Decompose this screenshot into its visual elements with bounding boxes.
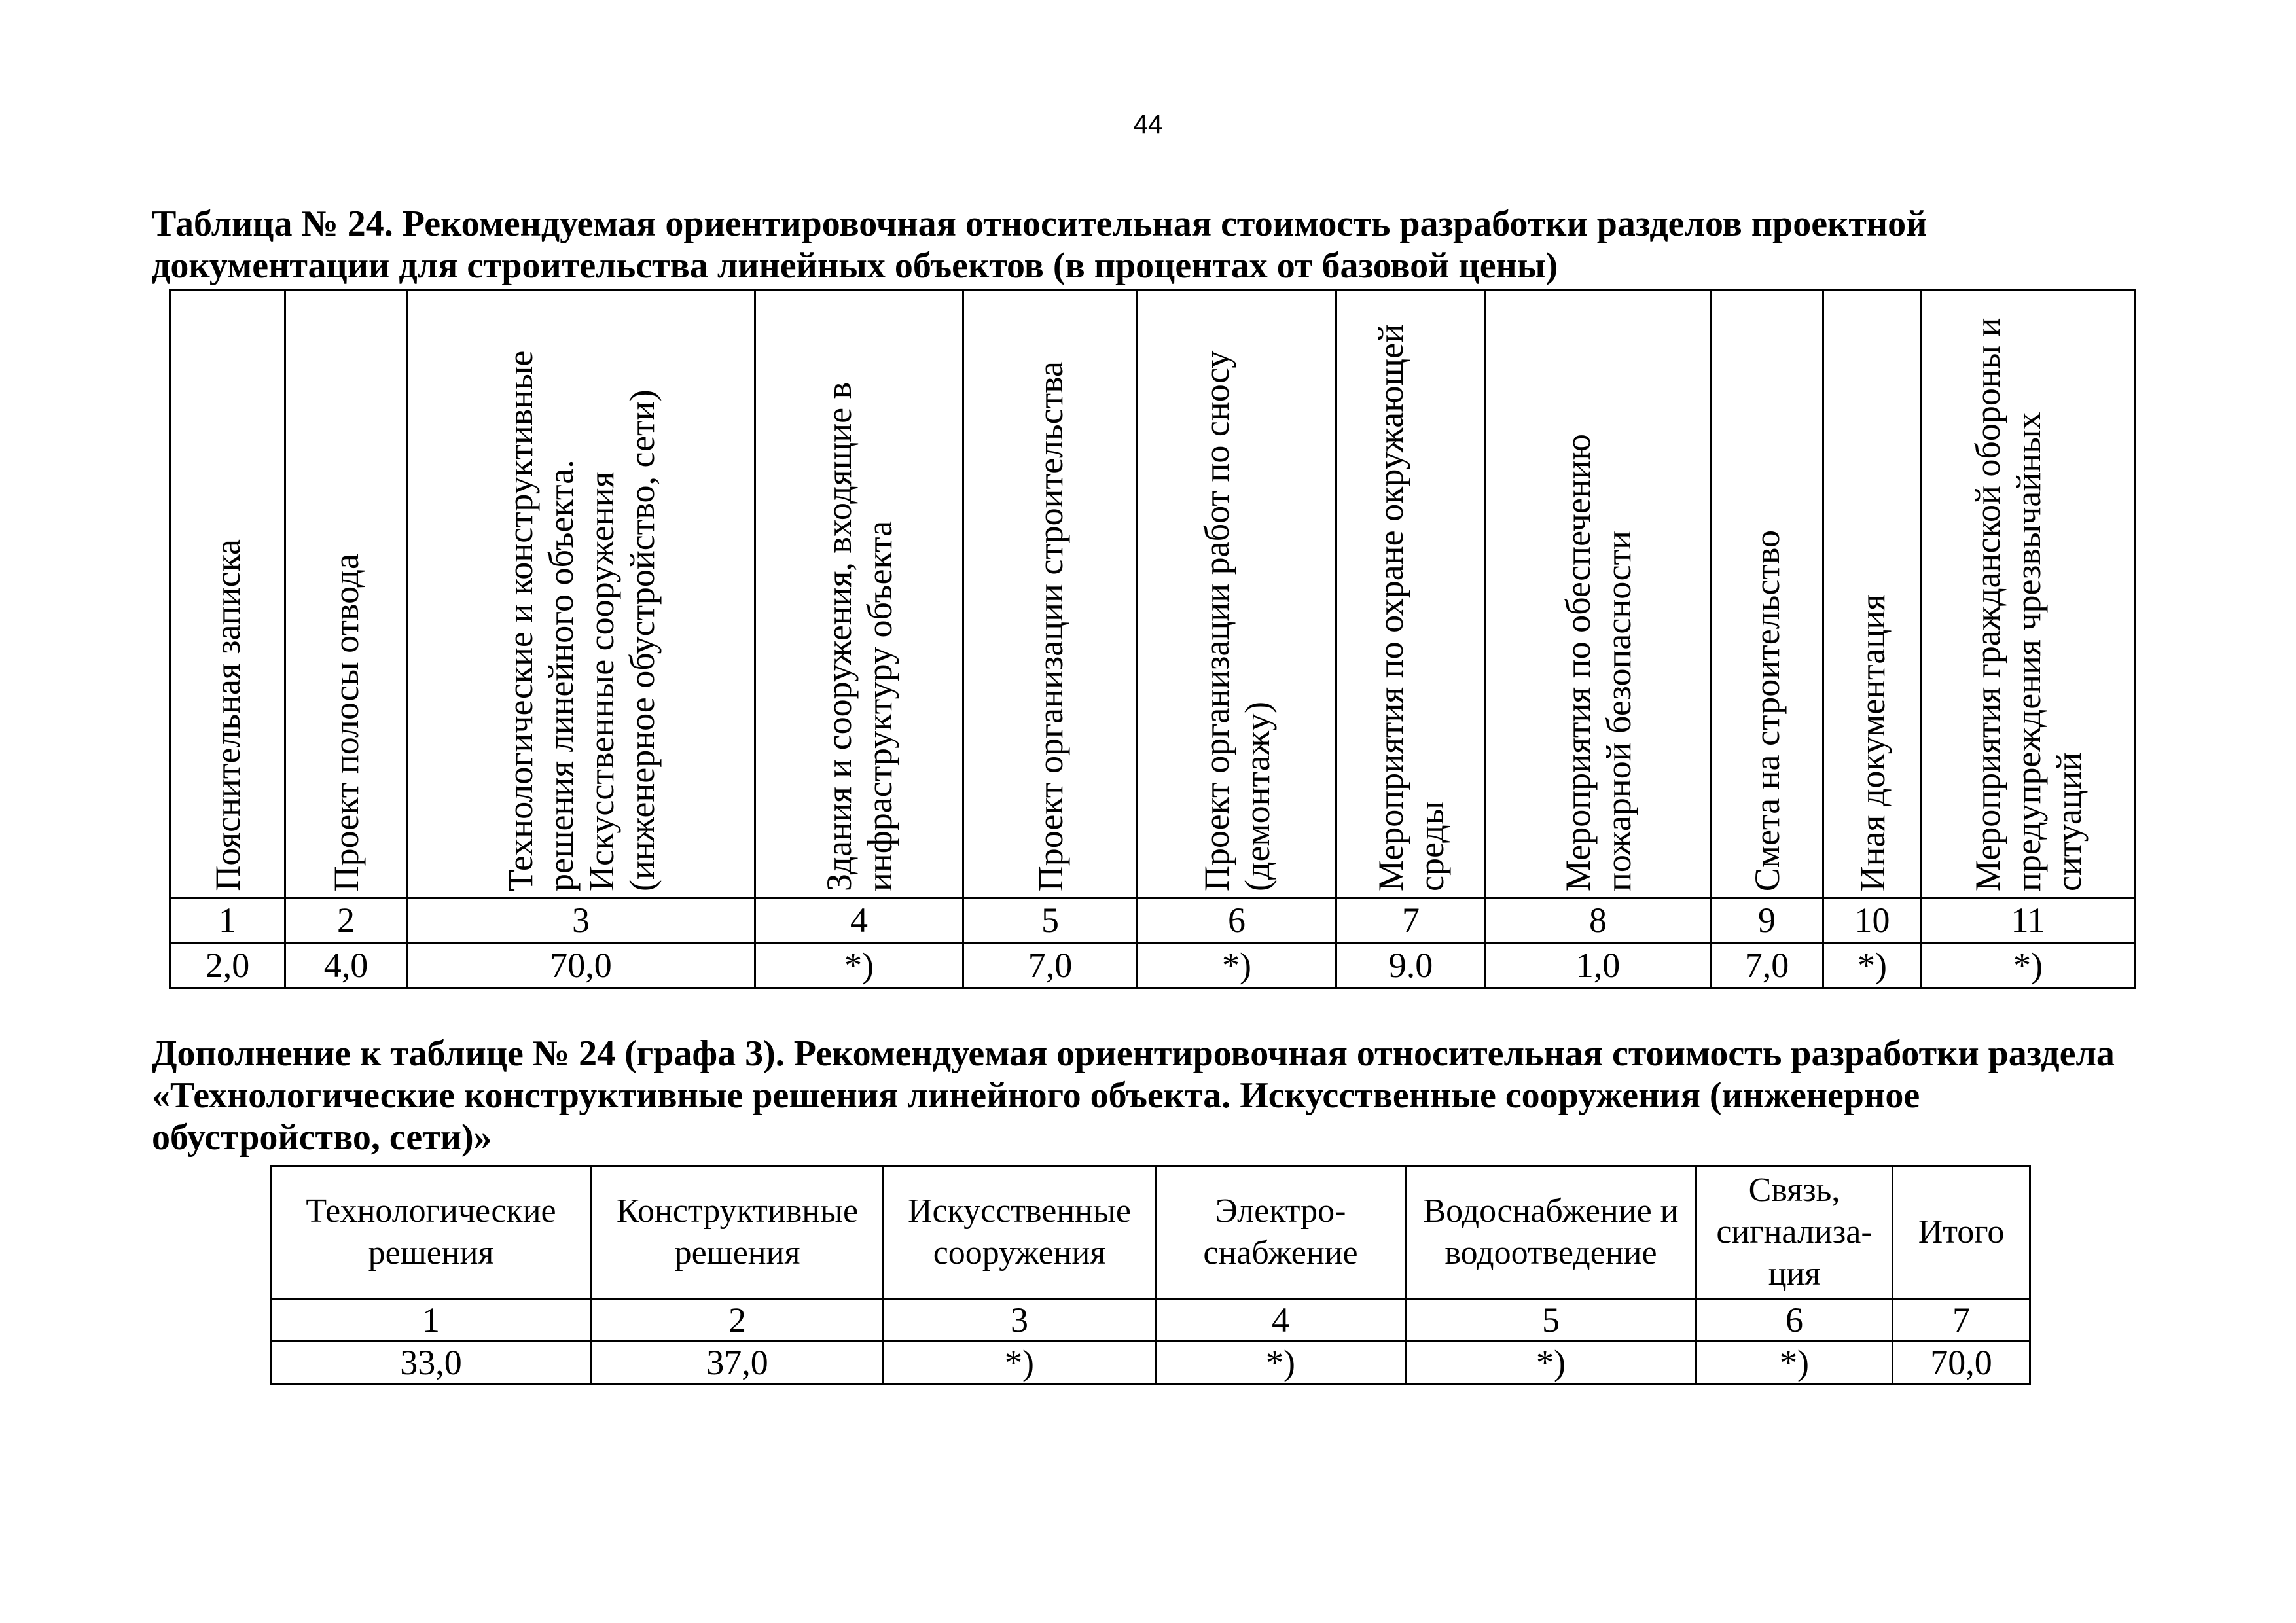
table-add-value-row <box>271 1342 2030 1384</box>
table24-number-cell: 4 <box>755 898 963 943</box>
table-add-value-cell: *) <box>1406 1342 1696 1384</box>
table-add-header-cell: Связь, сигнализа-ция <box>1696 1166 1893 1299</box>
table-add-number-cell: 5 <box>1406 1299 1696 1342</box>
table24-number-cell: 2 <box>285 898 407 943</box>
table-add-number-row <box>271 1299 2030 1342</box>
table24-header-cell: Проект полосы отвода <box>285 291 407 898</box>
table24-header-cell: Технологические и конструктивные решения линейного объекта. Искусственные сооружения (инженерное обустройство, сети) <box>407 291 755 898</box>
table-add-value-cell: 70,0 <box>1893 1342 2030 1384</box>
table-add-value-cell: *) <box>1156 1342 1406 1384</box>
table-add-value-cell: *) <box>1696 1342 1893 1384</box>
table24-number-cell: 8 <box>1486 898 1711 943</box>
table-add-header-cell: Искусственные сооружения <box>884 1166 1156 1299</box>
table-add-number-cell: 1 <box>271 1299 592 1342</box>
table24-value-cell: *) <box>1138 943 1336 988</box>
table24-value-cell: 4,0 <box>285 943 407 988</box>
table24-header-cell: Здания и сооружения, входящие в инфраструктуру объекта <box>755 291 963 898</box>
table24 <box>169 289 2136 989</box>
table24-value-cell: 9.0 <box>1336 943 1486 988</box>
table24-number-cell: 10 <box>1823 898 1922 943</box>
table-add-number-cell: 7 <box>1893 1299 2030 1342</box>
table-add-number-cell: 2 <box>592 1299 884 1342</box>
table-add-number-cell: 4 <box>1156 1299 1406 1342</box>
table-add-caption-text: Дополнение к таблице № 24 (графа 3). Рекомендуемая ориентировочная относительная стоимость разработки раздела «Технологические конструктивные решения линейного объекта. Искусственные сооружения (инженерное обустройство, сети)» <box>152 1033 2115 1158</box>
table-add-header-row <box>271 1166 2030 1299</box>
table24-number-cell: 1 <box>170 898 285 943</box>
table24-value-cell: 2,0 <box>170 943 285 988</box>
table24-header-row <box>170 291 2135 898</box>
table24-header-cell: Проект организации работ по сносу (демонтажу) <box>1138 291 1336 898</box>
table24-number-cell: 6 <box>1138 898 1336 943</box>
table24-value-cell: 1,0 <box>1486 943 1711 988</box>
table-add-value-cell: 33,0 <box>271 1342 592 1384</box>
table24-value-cell: *) <box>755 943 963 988</box>
table-add-value-cell: *) <box>884 1342 1156 1384</box>
table-add-caption <box>152 1033 2148 1158</box>
table24-header-cell: Мероприятия по охране окружающей среды <box>1336 291 1486 898</box>
table24-value-cell: 70,0 <box>407 943 755 988</box>
table24-header-cell: Мероприятия по обеспечению пожарной безопасности <box>1486 291 1711 898</box>
table24-header-cell: Проект организации строительства <box>963 291 1138 898</box>
table-add-header-cell: Итого <box>1893 1166 2030 1299</box>
page-number: 44 <box>1133 110 1163 139</box>
table-add-header-cell: Электро-снабжение <box>1156 1166 1406 1299</box>
table24-header-cell: Иная документация <box>1823 291 1922 898</box>
table-add-header-cell: Водоснабжение и водоотведение <box>1406 1166 1696 1299</box>
table-add-number-cell: 3 <box>884 1299 1156 1342</box>
table24-number-cell: 9 <box>1711 898 1823 943</box>
table24-caption-text: Таблица № 24. Рекомендуемая ориентировочная относительная стоимость разработки разделов проектной документации для строительства линейных объектов (в процентах от базовой цены) <box>152 204 1928 286</box>
table-add-header-cell: Конструктивные решения <box>592 1166 884 1299</box>
table24-header-cell: Мероприятия гражданской обороны и предупреждения чрезвычайных ситуаций <box>1922 291 2135 898</box>
table-add-number-cell: 6 <box>1696 1299 1893 1342</box>
table24-number-cell: 11 <box>1922 898 2135 943</box>
table24-value-cell: *) <box>1823 943 1922 988</box>
table24-header-cell: Смета на строительство <box>1711 291 1823 898</box>
table24-value-cell: 7,0 <box>1711 943 1823 988</box>
table-add <box>270 1165 2031 1385</box>
table24-number-cell: 7 <box>1336 898 1486 943</box>
table24-caption <box>152 203 2148 287</box>
table-add-value-cell: 37,0 <box>592 1342 884 1384</box>
table24-value-cell: 7,0 <box>963 943 1138 988</box>
table24-value-cell: *) <box>1922 943 2135 988</box>
table24-number-cell: 5 <box>963 898 1138 943</box>
table24-value-row <box>170 943 2135 988</box>
table24-number-row <box>170 898 2135 943</box>
table24-number-cell: 3 <box>407 898 755 943</box>
table-add-header-cell: Технологические решения <box>271 1166 592 1299</box>
table24-header-cell: Пояснительная записка <box>170 291 285 898</box>
